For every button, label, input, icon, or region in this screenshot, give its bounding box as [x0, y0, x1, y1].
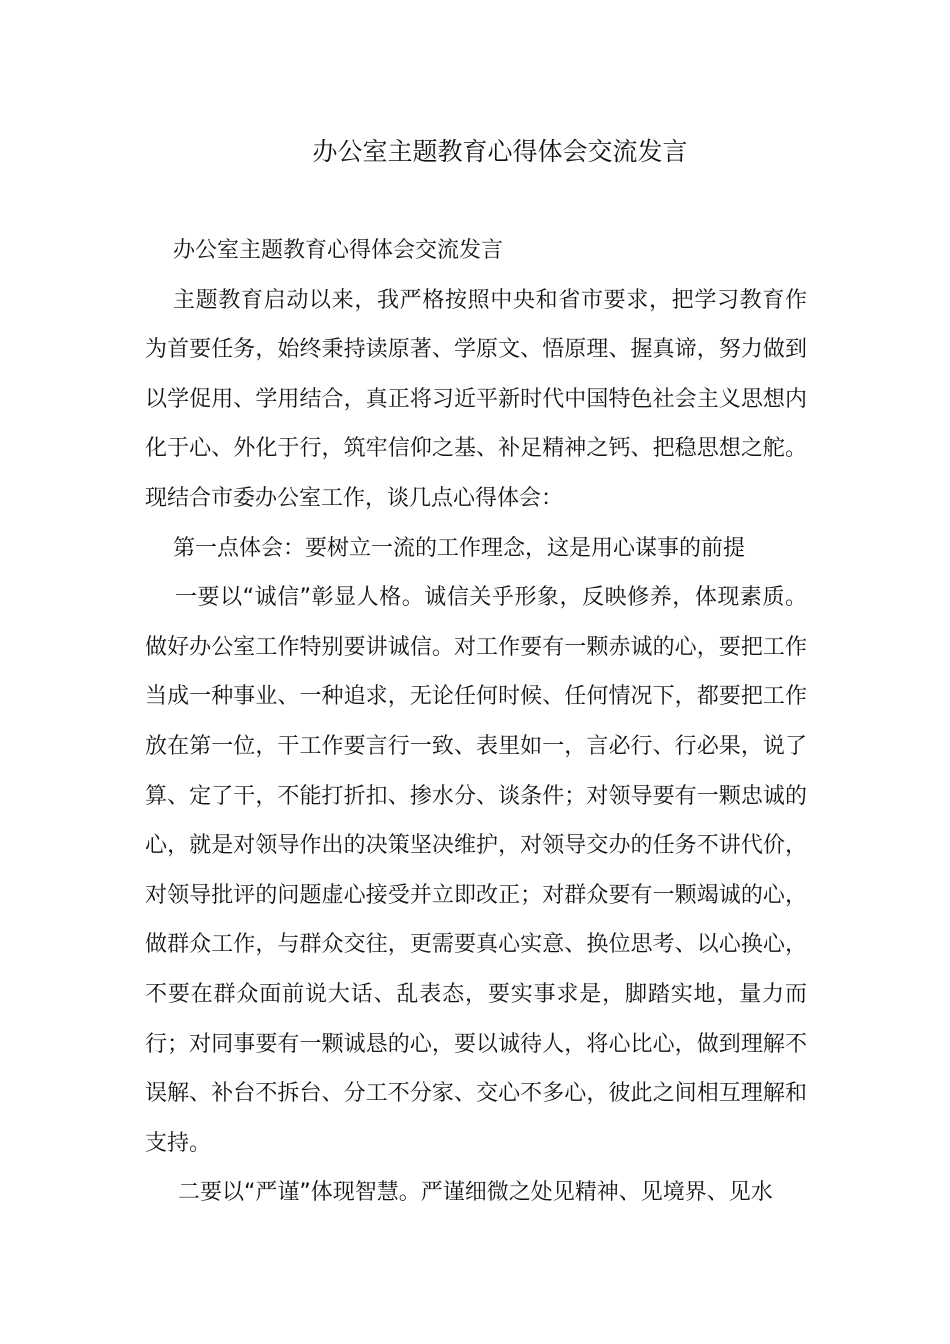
document-body [145, 226, 807, 1218]
paragraph-intro: 主题教育启动以来，我严格按照中央和省市要求，把学习教育作为首要任务，始终秉持读原著、学原文、悟原理、握真谛，努力做到以学促用、学用结合，真正将习近平新时代中国特色社会主义思想内化于心、外化于行，筑牢信仰之基、补足精神之钙、把稳思想之舵。现结合市委办公室工作，谈几点心得体会： [145, 287, 807, 511]
paragraph-integrity: 一要以“诚信”彰显人格。诚信关乎形象，反映修养，体现素质。做好办公室工作特别要讲诚信。对工作要有一颗赤诚的心，要把工作当成一种事业、一种追求，无论任何时候、任何情况下，都要把工作放在第一位，干工作要言行一致、表里如一，言必行、行必果，说了算、定了干，不能打折扣、掺水分、谈条件；对领导要有一颗忠诚的心，就是对领导作出的决策坚决维护，对领导交办的任务不讲代价，对领导批评的问题虚心接受并立即改正；对群众要有一颗竭诚的心，做群众工作，与群众交往，更需要真心实意、换位思考、以心换心，不要在群众面前说大话、乱表态，要实事求是，脚踏实地，量力而行；对同事要有一颗诚恳的心，要以诚待人，将心比心，做到理解不误解、补台不拆台、分工不分家、交心不多心，彼此之间相互理解和支持。 [145, 585, 807, 1156]
paragraph-rigor: 二要以“严谨”体现智慧。严谨细微之处见精神、见境界、见水 [178, 1180, 773, 1206]
paragraph-subtitle: 办公室主题教育心得体会交流发言 [173, 238, 504, 263]
paragraph-point-one-heading: 第一点体会：要树立一流的工作理念，这是用心谋事的前提 [173, 535, 746, 561]
document-title: 办公室主题教育心得体会交流发言 [312, 137, 688, 166]
